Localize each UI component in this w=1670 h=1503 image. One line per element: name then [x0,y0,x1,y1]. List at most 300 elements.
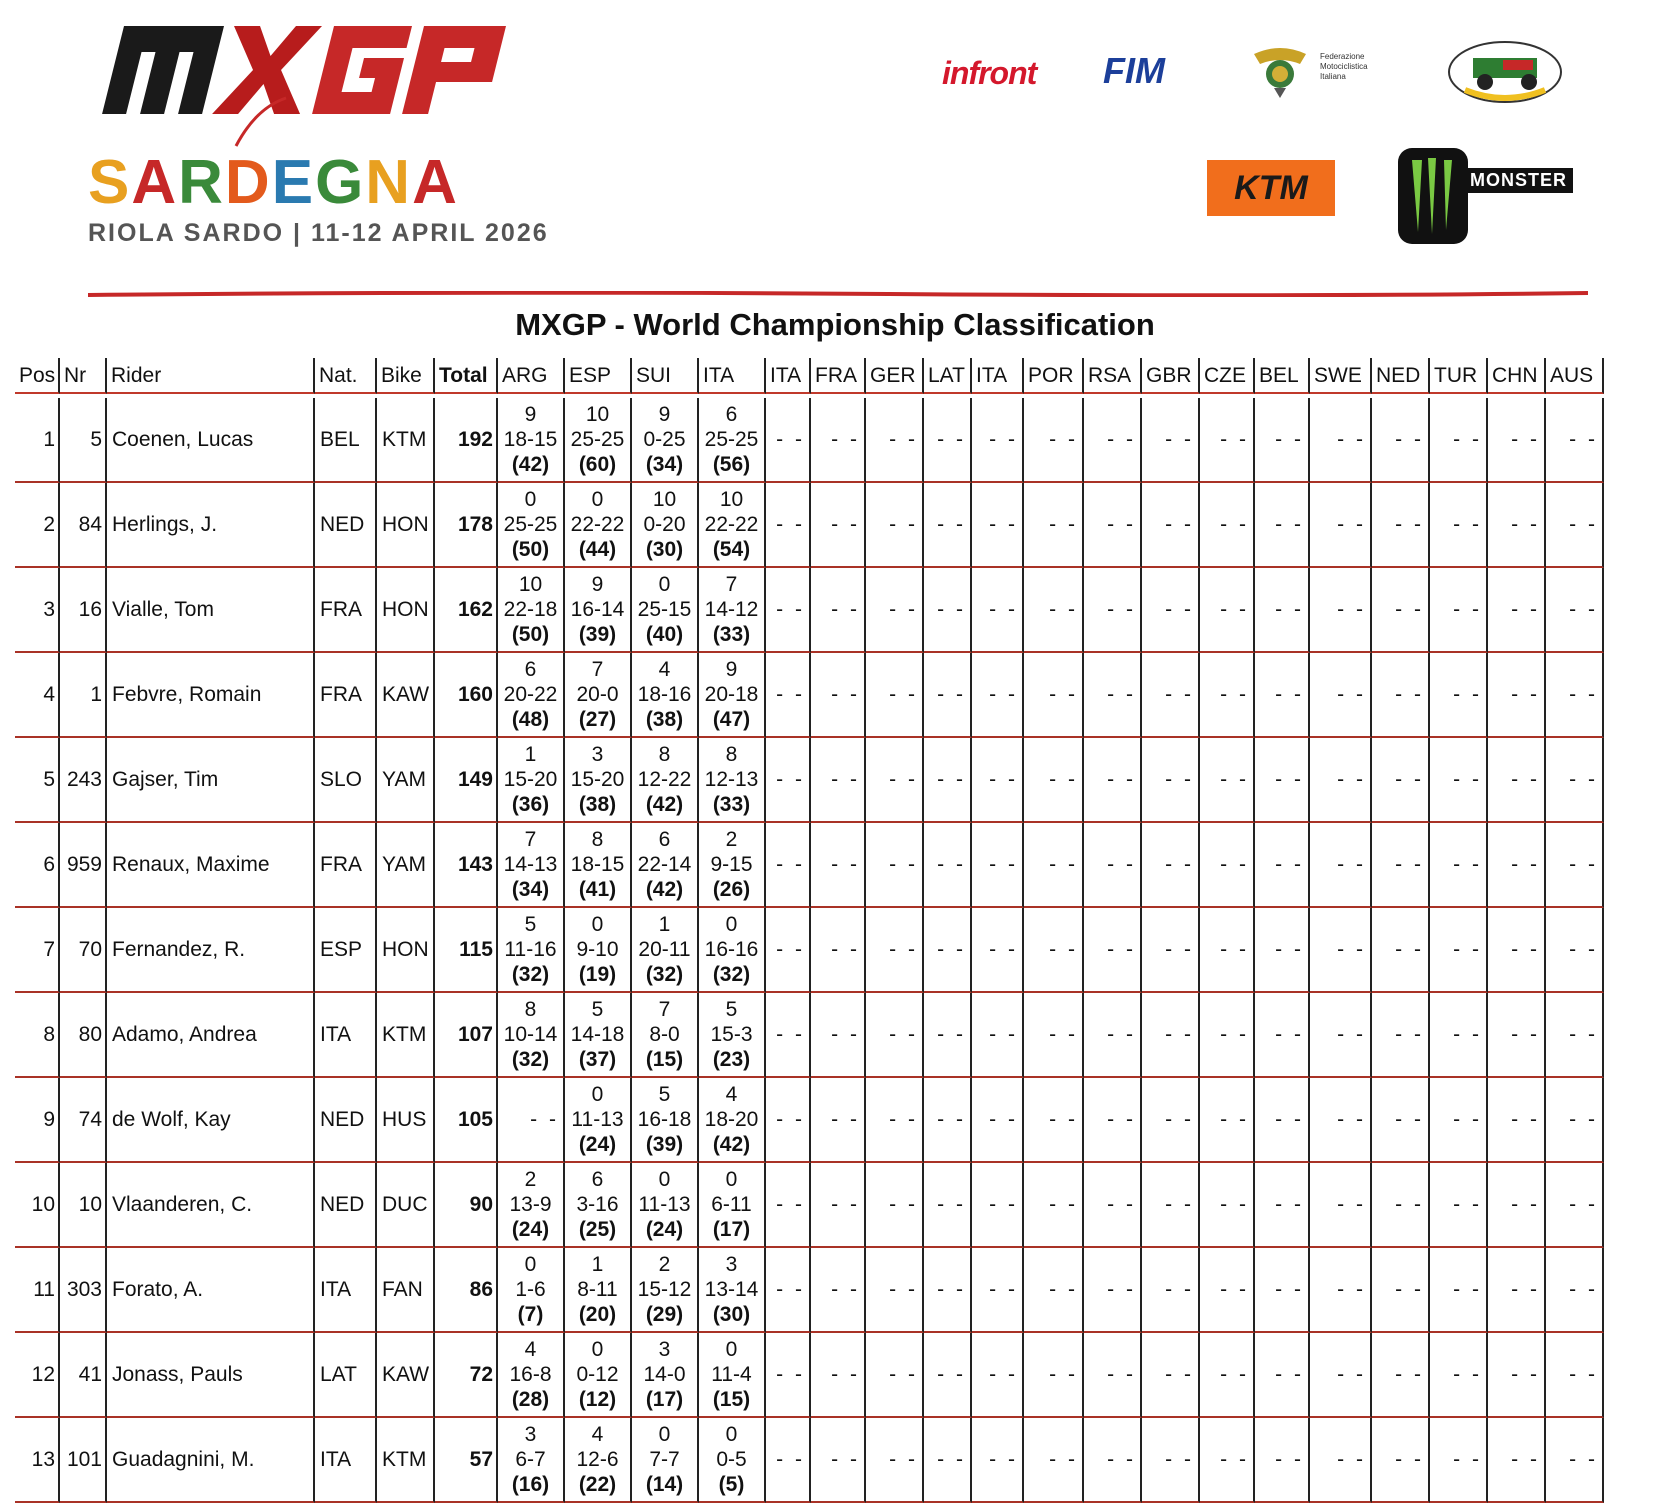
moto-scores: 16-8 [509,1363,552,1386]
cell-round-empty: - - [866,568,924,653]
cell-nr: 10 [60,1163,107,1248]
cell-round-result [498,1248,565,1333]
cell-round-empty: - - [1310,908,1372,993]
cell-rider: Vlaanderen, C. [107,1163,315,1248]
cell-rider: de Wolf, Kay [107,1078,315,1163]
cell-bike: KTM [377,398,435,483]
cell-round-result [565,1163,632,1248]
cell-total: 86 [435,1248,498,1333]
col-header-round-lat: LAT [924,358,972,394]
round-points: 9 [524,403,537,426]
cell-round-empty: - - [1255,993,1310,1078]
cell-rider: Coenen, Lucas [107,398,315,483]
cell-bike: HON [377,483,435,568]
cell-pos: 4 [15,653,60,738]
cell-round-empty: - - [1142,738,1200,823]
round-total: (47) [712,708,751,731]
cell-round-empty: - - [1024,483,1084,568]
table-row [15,1248,1604,1333]
round-points: 0 [591,1338,604,1361]
cell-round-result [565,738,632,823]
monster-wordmark: MONSTER [1464,168,1573,193]
col-header-round-rsa: RSA [1084,358,1142,394]
cell-round-empty: - - [1546,993,1604,1078]
cell-round-empty: - - [1310,823,1372,908]
cell-round-empty: - - [1024,1078,1084,1163]
cell-round-empty: - - [1255,1418,1310,1503]
cell-round-empty: - - [766,993,811,1078]
cell-round-result [498,483,565,568]
cell-round-empty: - - [972,823,1024,908]
round-total: (19) [578,963,617,986]
cell-round-empty: - - [1255,1163,1310,1248]
round-total: (32) [511,963,550,986]
cell-round-result [632,1163,699,1248]
cell-round-empty: - - [811,483,866,568]
moto-scores: 3-16 [576,1193,619,1216]
round-points: 9 [658,403,671,426]
cell-round-empty: - - [1546,1418,1604,1503]
cell-round-empty: - - [1310,1078,1372,1163]
round-points: 5 [524,913,537,936]
monster-energy-logo [1398,148,1578,244]
col-header-bike: Bike [377,358,435,394]
round-total: (24) [511,1218,550,1241]
round-points: 1 [591,1253,604,1276]
cell-round-empty: - - [1546,823,1604,908]
cell-round-empty: - - [866,1078,924,1163]
round-total: (28) [511,1388,550,1411]
cell-rider: Fernandez, R. [107,908,315,993]
cell-round-result [498,908,565,993]
cell-round-empty: - - [1430,823,1488,908]
cell-nat: NED [315,1078,377,1163]
cell-round-empty: - - [1200,1333,1255,1418]
round-total: (38) [645,708,684,731]
cell-round-empty: - - [1200,653,1255,738]
cell-round-empty: - - [1084,823,1142,908]
cell-round-empty: - - [1200,993,1255,1078]
cell-round-empty: - - [766,1078,811,1163]
table-row [15,398,1604,483]
moto-scores: 20-11 [638,938,691,961]
cell-pos: 13 [15,1418,60,1503]
moto-scores: 18-16 [637,683,692,706]
moto-scores: 0-12 [576,1363,619,1386]
cell-round-empty: - - [1430,1248,1488,1333]
cell-round-result [498,1418,565,1503]
cell-bike: YAM [377,823,435,908]
cell-round-empty: - - [866,908,924,993]
round-total: (50) [511,538,550,561]
table-row [15,1418,1604,1503]
cell-nr: 101 [60,1418,107,1503]
cell-round-empty: - - [1200,568,1255,653]
moto-scores: 7-7 [649,1448,680,1471]
cell-round-empty: - - [766,483,811,568]
cell-round-empty: - - [1200,1418,1255,1503]
cell-round-empty: - - [1200,483,1255,568]
moto-scores: 12-13 [704,768,759,791]
cell-nr: 74 [60,1078,107,1163]
cell-round-empty: - - [1084,908,1142,993]
page-title: MXGP - World Championship Classification [515,307,1155,342]
cell-round-result [498,398,565,483]
cell-round-empty: - - [866,823,924,908]
moto-scores: 15-12 [637,1278,692,1301]
cell-round-empty: - - [811,1333,866,1418]
cell-round-empty: - - [972,738,1024,823]
cell-rider: Renaux, Maxime [107,823,315,908]
cell-round-empty: - - [811,653,866,738]
moto-scores: 6-7 [515,1448,546,1471]
cell-nr: 1 [60,653,107,738]
cell-round-result [565,1333,632,1418]
cell-round-empty: - - [1200,823,1255,908]
cell-round-result [498,1163,565,1248]
cell-round-empty: - - [766,738,811,823]
cell-round-empty: - - [1372,908,1430,993]
cell-bike: FAN [377,1248,435,1333]
cell-round-empty: - - [1546,398,1604,483]
cell-round-result [699,398,766,483]
cell-round-result [632,1333,699,1418]
cell-nr: 84 [60,483,107,568]
cell-round-empty: - - [1142,568,1200,653]
cell-round-empty: - - [1024,1418,1084,1503]
cell-round-empty: - - [972,993,1024,1078]
cell-round-empty: - - [1430,483,1488,568]
moto-scores: 14-12 [704,598,759,621]
round-points: 2 [524,1168,537,1191]
round-points: 10 [719,488,744,511]
round-points: 0 [658,573,671,596]
cell-round-empty: - - [1372,1163,1430,1248]
cell-round-empty: - - [972,1248,1024,1333]
round-total: (5) [718,1473,745,1496]
cell-nat: FRA [315,653,377,738]
cell-round-empty: - - [972,1078,1024,1163]
cell-round-empty: - - [924,1248,972,1333]
table-row [15,993,1604,1078]
col-header-round-arg: ARG [498,358,565,394]
cell-round-empty: - - [766,1163,811,1248]
cell-round-empty: - - [766,908,811,993]
cell-round-empty: - - [1430,653,1488,738]
table-row [15,738,1604,823]
cell-round-empty: - - [811,908,866,993]
round-points: 2 [658,1253,671,1276]
round-total: (33) [712,623,751,646]
cell-round-empty: - - [1430,398,1488,483]
cell-round-result [498,993,565,1078]
moto-scores: 10-14 [503,1023,558,1046]
col-header-round-chn: CHN [1488,358,1546,394]
round-points: 0 [524,488,537,511]
cell-bike: KAW [377,1333,435,1418]
cell-round-empty: - - [1255,908,1310,993]
cell-round-empty: - - [1372,653,1430,738]
round-total: (25) [578,1218,617,1241]
round-total: (23) [712,1048,751,1071]
round-total: (15) [712,1388,751,1411]
cell-round-empty: - - [1488,568,1546,653]
cell-round-empty: - - [498,1078,565,1163]
cell-round-result [498,1333,565,1418]
cell-round-empty: - - [811,568,866,653]
cell-round-empty: - - [924,1163,972,1248]
cell-round-empty: - - [1488,483,1546,568]
standings-table [15,358,1604,1503]
cell-nat: FRA [315,568,377,653]
moto-scores: 14-18 [570,1023,625,1046]
cell-total: 90 [435,1163,498,1248]
moto-scores: 11-4 [711,1363,752,1386]
cell-round-empty: - - [1200,1248,1255,1333]
cell-round-empty: - - [1084,993,1142,1078]
cell-round-empty: - - [1310,993,1372,1078]
moto-scores: 20-0 [576,683,619,706]
cell-round-empty: - - [972,568,1024,653]
cell-round-empty: - - [1255,568,1310,653]
cell-round-result [565,568,632,653]
round-total: (50) [511,623,550,646]
round-points: 0 [658,1423,671,1446]
cell-round-empty: - - [1084,568,1142,653]
cell-round-empty: - - [1084,1078,1142,1163]
cell-nr: 5 [60,398,107,483]
table-row [15,908,1604,993]
round-points: 6 [725,403,738,426]
cell-round-result [498,823,565,908]
cell-rider: Adamo, Andrea [107,993,315,1078]
cell-round-result [699,823,766,908]
infront-logo: infront [942,55,1037,91]
cell-round-empty: - - [766,653,811,738]
moto-scores: 16-14 [570,598,625,621]
moto-scores: 18-15 [570,853,625,876]
round-total: (17) [712,1218,751,1241]
cell-round-result [632,908,699,993]
cell-round-empty: - - [924,1333,972,1418]
cell-round-empty: - - [924,993,972,1078]
round-points: 3 [725,1253,738,1276]
moto-scores: 18-15 [503,428,558,451]
moto-scores: 22-22 [570,513,625,536]
moto-scores: 11-13 [571,1108,624,1131]
cell-pos: 11 [15,1248,60,1333]
round-points: 8 [591,828,604,851]
cell-round-result [565,398,632,483]
round-total: (32) [511,1048,550,1071]
cell-round-empty: - - [1142,1078,1200,1163]
fmi-text: Federazione Motociclistica Italiana [1320,52,1368,81]
cell-round-empty: - - [1142,483,1200,568]
cell-nr: 80 [60,993,107,1078]
round-points: 2 [725,828,738,851]
cell-nr: 243 [60,738,107,823]
cell-pos: 5 [15,738,60,823]
cell-round-empty: - - [1488,1248,1546,1333]
round-points: 0 [591,488,604,511]
fim-logo: FIM [1103,50,1165,91]
cell-round-result [632,993,699,1078]
event-date-location: RIOLA SARDO | 11-12 APRIL 2026 [88,219,549,247]
col-header-round-ita: ITA [766,358,811,394]
cell-round-empty: - - [924,1418,972,1503]
cell-round-empty: - - [1084,1333,1142,1418]
cell-round-empty: - - [924,568,972,653]
cell-nr: 70 [60,908,107,993]
cell-round-empty: - - [1488,1418,1546,1503]
cell-round-result [699,1163,766,1248]
moto-scores: 22-18 [503,598,558,621]
round-points: 9 [725,658,738,681]
cell-round-empty: - - [1372,738,1430,823]
cell-rider: Forato, A. [107,1248,315,1333]
cell-round-empty: - - [924,398,972,483]
round-total: (24) [578,1133,617,1156]
cell-pos: 8 [15,993,60,1078]
header-divider [88,291,1588,297]
col-header-round-bel: BEL [1255,358,1310,394]
round-total: (42) [645,793,684,816]
cell-round-result [498,568,565,653]
cell-round-empty: - - [1430,993,1488,1078]
moto-scores: 15-20 [570,768,625,791]
cell-round-empty: - - [866,1333,924,1418]
round-total: (27) [578,708,617,731]
cell-round-empty: - - [1200,1078,1255,1163]
cell-nat: NED [315,483,377,568]
cell-round-empty: - - [972,398,1024,483]
cell-round-result [632,398,699,483]
moto-scores: 22-22 [704,513,759,536]
round-total: (42) [645,878,684,901]
cell-round-empty: - - [1372,568,1430,653]
cell-round-result [632,1418,699,1503]
cell-round-result [699,1078,766,1163]
round-points: 6 [524,658,537,681]
cell-round-empty: - - [1372,823,1430,908]
round-total: (15) [645,1048,684,1071]
round-total: (26) [712,878,751,901]
cell-nat: ITA [315,1418,377,1503]
moto-scores: 16-16 [704,938,759,961]
cell-round-empty: - - [1488,653,1546,738]
col-header-round-por: POR [1024,358,1084,394]
monster-claw-icon [1398,148,1468,244]
round-points: 5 [591,998,604,1021]
round-total: (32) [645,963,684,986]
cell-round-empty: - - [1024,398,1084,483]
cell-pos: 7 [15,908,60,993]
round-total: (44) [578,538,617,561]
moto-scores: 15-3 [710,1023,753,1046]
cell-round-empty: - - [866,1163,924,1248]
cell-bike: HUS [377,1078,435,1163]
table-row [15,568,1604,653]
cell-round-empty: - - [1310,1418,1372,1503]
cell-pos: 9 [15,1078,60,1163]
cell-round-empty: - - [866,1418,924,1503]
round-points: 6 [658,828,671,851]
moto-scores: 0-5 [716,1448,747,1471]
round-total: (56) [712,453,751,476]
col-header-rider: Rider [107,358,315,394]
cell-round-result [565,908,632,993]
round-total: (42) [712,1133,751,1156]
cell-round-result [565,483,632,568]
round-points: 0 [591,1083,604,1106]
cell-round-empty: - - [811,398,866,483]
moto-scores: 11-16 [504,938,557,961]
moto-scores: 9-15 [710,853,753,876]
round-points: 8 [725,743,738,766]
cell-round-empty: - - [1430,1418,1488,1503]
table-row [15,1163,1604,1248]
cell-round-empty: - - [1024,738,1084,823]
round-total: (24) [645,1218,684,1241]
table-row [15,1333,1604,1418]
moto-scores: 25-25 [503,513,558,536]
round-total: (22) [578,1473,617,1496]
round-points: 0 [725,1423,738,1446]
cell-round-empty: - - [1200,908,1255,993]
cell-round-empty: - - [766,568,811,653]
round-points: 10 [652,488,677,511]
cell-total: 105 [435,1078,498,1163]
cell-nat: BEL [315,398,377,483]
round-total: (39) [645,1133,684,1156]
cell-round-empty: - - [866,398,924,483]
moto-scores: 1-6 [515,1278,546,1301]
cell-round-empty: - - [1546,1163,1604,1248]
cell-round-empty: - - [1310,568,1372,653]
cell-round-empty: - - [972,653,1024,738]
round-points: 3 [591,743,604,766]
cell-rider: Vialle, Tom [107,568,315,653]
cell-round-empty: - - [1255,653,1310,738]
round-total: (20) [578,1303,617,1326]
cell-round-empty: - - [924,1078,972,1163]
cell-round-empty: - - [1142,1333,1200,1418]
cell-round-empty: - - [811,1248,866,1333]
event-name: SARDEGNA [88,148,459,217]
round-total: (32) [712,963,751,986]
cell-round-empty: - - [1488,398,1546,483]
table-header-row [15,358,1604,394]
cell-round-empty: - - [1488,1163,1546,1248]
table-row [15,823,1604,908]
col-header-round-esp: ESP [565,358,632,394]
cell-round-empty: - - [1546,653,1604,738]
cell-round-empty: - - [766,1418,811,1503]
round-total: (16) [511,1473,550,1496]
moto-scores: 25-15 [637,598,692,621]
col-header-round-aus: AUS [1546,358,1604,394]
cell-nat: ITA [315,993,377,1078]
cell-nr: 16 [60,568,107,653]
cell-round-empty: - - [1255,398,1310,483]
cell-round-empty: - - [1310,653,1372,738]
cell-round-empty: - - [1546,908,1604,993]
mxgp-logo [86,18,526,148]
cell-round-empty: - - [1024,1163,1084,1248]
moto-scores: 0-25 [643,428,686,451]
cell-bike: KAW [377,653,435,738]
cell-round-result [699,653,766,738]
